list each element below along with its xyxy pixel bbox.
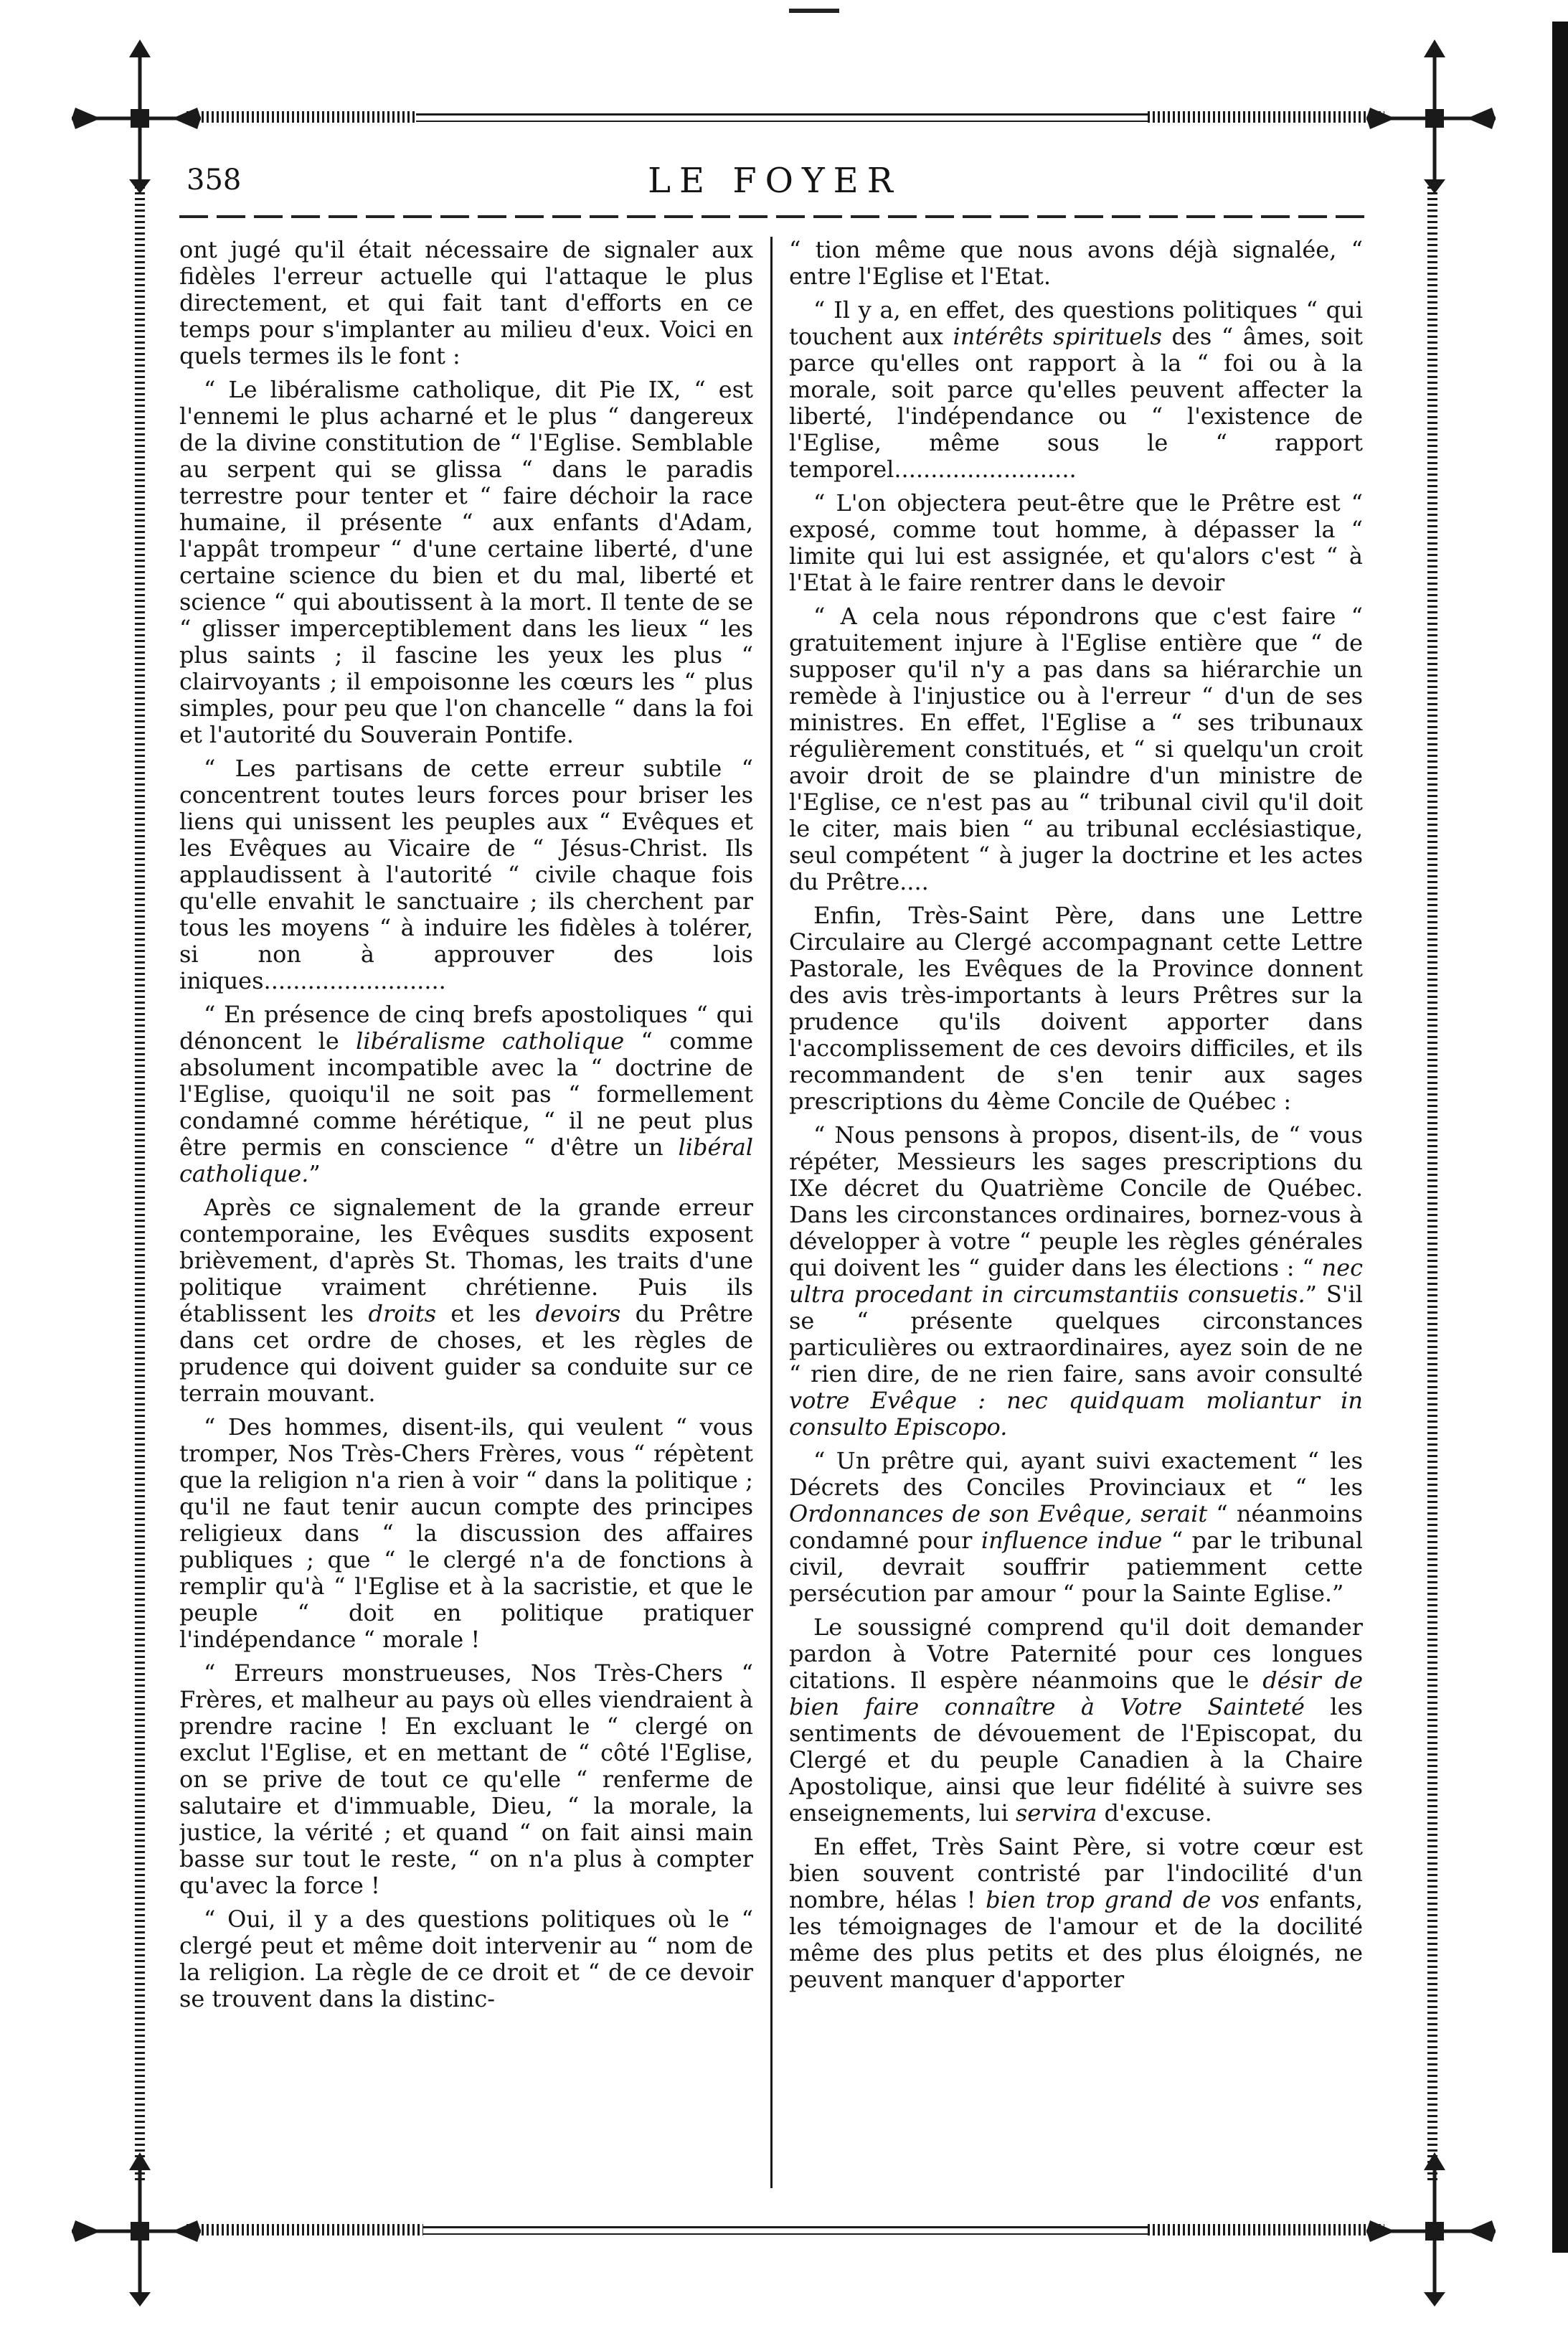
text-run: “ comme absolument incompatible avec la “ doctrine de l'Eglise, quoiqu'il ne soit pas “ formellement condamné comme hérétique, “ il ne peut plus être permis en conscience “ d'être un <box>179 1027 753 1161</box>
text-run: ” S'il se “ présente quelques circonstances particulières ou extraordinaires, ayez soin de ne “ rien dire, de ne rien faire, sans avoir consulté <box>789 1281 1363 1387</box>
quote-paragraph <box>789 1448 1363 1607</box>
italic-run: bien trop grand de vos <box>986 1886 1260 1913</box>
text-run: “ Il y a, en effet, des questions politiques “ qui touchent aux <box>789 296 1363 350</box>
italic-run: intérêts spirituels <box>953 323 1162 350</box>
italic-run: Ordonnances de son Evêque, serait <box>789 1500 1208 1527</box>
paragraph: ont jugé qu'il était nécessaire de signaler aux fidèles l'erreur actuelle qui l'attaque le plus directement, et qui fait tant d'efforts en ce temps pour s'implanter au milieu d'eux. Voici en quels termes ils le font : <box>179 237 753 369</box>
text-run: ” <box>308 1160 321 1187</box>
text-run: et les <box>436 1300 536 1327</box>
quote-paragraph: “ A cela nous répondrons que c'est faire “ gratuitement injure à l'Eglise entière que “ de supposer qu'il n'y a pas dans sa hiérarchie un remède à l'injustice ou à l'erreur “ d'un de ses ministres. En effet, l'Eglise a “ ses tribunaux régulièrement constitués, et “ si quelqu'un croit avoir droit de se plaindre d'un ministre de l'Eglise, ce n'est pas au “ tribunal civil qu'il doit le citer, mais bien “ au tribunal ecclésiastique, seul compétent “ à juger la doctrine et les actes du Prêtre.... <box>789 603 1363 895</box>
quote-paragraph: “ Le libéralisme catholique, dit Pie IX, “ est l'ennemi le plus acharné et le plus “ dangereux de la divine constitution de “ l'Eglise. Semblable au serpent qui se glissa “ dans le paradis terrestre pour tenter et “ faire déchoir la race humaine, il présente “ aux enfants d'Adam, l'appât trompeur “ d'une certaine liberté, d'une certaine science du bien et du mal, liberté et science “ qui aboutissent à la mort. Il tente de se “ glisser imperceptiblement dans les lieux “ les plus saints ; il fascine les yeux les plus “ clairvoyants ; il empoisonne les cœurs les “ plus simples, pour peu que l'on chancelle “ dans la foi et l'autorité du Souverain Pontife. <box>179 376 753 748</box>
running-title: LE FOYER <box>648 161 902 201</box>
text-run: “ Un prêtre qui, ayant suivi exactement “ les Décrets des Conciles Provinciaux et “ les <box>789 1447 1363 1501</box>
text-run: “ Nous pensons à propos, disent-ils, de “ vous répéter, Messieurs les sages prescriptions du IXe décret du Quatrième Concile de Québec. Dans les circonstances ordinaires, bornez-vous à développer à votre “ peuple les règles générales qui doivent les “ guider dans les élections : “ <box>789 1121 1363 1281</box>
right-border-hatching <box>1427 187 1437 2181</box>
paragraph <box>789 1614 1363 1827</box>
quote-paragraph: “ L'on objectera peut-être que le Prêtre est “ exposé, comme tout homme, à dépasser la “ limite qui lui est assignée, et qu'alors c'est “ à l'Etat à le faire rentrer dans le devoir <box>789 489 1363 596</box>
quote-paragraph: “ tion même que nous avons déjà signalée, “ entre l'Eglise et l'Etat. <box>789 237 1363 290</box>
quote-paragraph <box>789 297 1363 483</box>
text-run: Le soussigné comprend qu'il doit demander pardon à Votre Paternité pour ces longues citations. Il espère néanmoins que le <box>789 1613 1363 1694</box>
top-mark <box>789 9 839 13</box>
text-run: d'excuse. <box>1097 1799 1212 1827</box>
column-divider <box>770 237 773 2188</box>
italic-run: devoirs <box>535 1300 621 1327</box>
quote-paragraph: “ Les partisans de cette erreur subtile “ concentrent toutes leurs forces pour briser les liens qui unissent les peuples aux “ Evêques et les Evêques au Vicaire de “ Jésus-Christ. Ils applaudissent à l'autorité “ civile chaque fois qu'elle envahit le sanctuaire ; ils cherchent par tous les moyens “ à induire les fidèles à tolérer, si non à approuver des lois iniques......................... <box>179 755 753 994</box>
quote-paragraph: “ Oui, il y a des questions politiques où le “ clergé peut et même doit intervenir au “ nom de la religion. La règle de ce droit et “ de ce devoir se trouvent dans la distinc- <box>179 1905 753 2012</box>
text-run: enfants, les témoignages de l'amour et de la docilité même des plus petits et des plus éloignés, ne peuvent manquer d'apporter <box>789 1886 1363 1993</box>
text-run: “ En présence de cinq brefs apostoliques “ qui dénoncent le <box>179 1001 753 1055</box>
paragraph <box>179 1195 753 1407</box>
italic-run: libéralisme catholique <box>356 1027 625 1055</box>
bottom-border-hatching-left <box>186 2224 423 2235</box>
italic-run: droits <box>368 1300 437 1327</box>
page-number: 358 <box>186 164 242 197</box>
italic-run: libéral catholique. <box>179 1134 753 1187</box>
left-border-hatching <box>135 187 145 2181</box>
text-run: du Prêtre dans cet ordre de choses, et les règles de prudence qui doivent guider sa conduite sur ce terrain mouvant. <box>179 1300 753 1407</box>
page-edge-shadow <box>1552 22 1568 2253</box>
text-run: Après ce signalement de la grande erreur contemporaine, les Evêques susdits exposent brièvement, d'après St. Thomas, les traits d'une politique vraiment chrétienne. Puis ils établissent les <box>179 1194 753 1327</box>
right-column <box>789 237 1363 2188</box>
italic-run: influence indue <box>981 1527 1163 1554</box>
bottom-border-line-inner <box>423 2233 1148 2235</box>
top-border-hatching-left <box>186 111 416 123</box>
bottom-border-hatching-right <box>1148 2224 1384 2235</box>
bottom-right-corner-ornament <box>1366 2149 1496 2307</box>
italic-run: désir de bien faire connaître à Votre Sainteté <box>789 1667 1363 1720</box>
quote-paragraph <box>179 1002 753 1187</box>
text-run: En effet, Très Saint Père, si votre cœur est bien souvent contristé par l'indocilité d'un nombre, hélas ! <box>789 1833 1363 1913</box>
text-run: les sentiments de dévouement de l'Episcopat, du Clergé et du peuple Canadien à la Chaire Apostolique, ainsi que leur fidélité à suivre ses enseignements, lui <box>789 1693 1363 1827</box>
italic-run: nec ultra procedant in circumstantiis consuetis. <box>789 1254 1363 1308</box>
top-border-line <box>416 113 1148 116</box>
left-column <box>179 237 753 2188</box>
quote-paragraph: “ Des hommes, disent-ils, qui veulent “ vous tromper, Nos Très-Chers Frères, vous “ répètent que la religion n'a rien à voir “ dans la politique ; qu'il ne faut tenir aucun compte des principes religieux dans “ la discussion des affaires publiques ; que “ le clergé n'a de fonctions à remplir qu'à “ l'Eglise et à la sacristie, et que le peuple “ doit en politique pratiquer l'indépendance “ morale ! <box>179 1413 753 1653</box>
paragraph: Enfin, Très-Saint Père, dans une Lettre Circulaire au Clergé accompagnant cette Lettre Pastorale, les Evêques de la Province donnent des avis très-importants à leurs Prêtres sur la prudence qu'ils doivent apporter dans l'accomplissement de ces devoirs difficiles, et ils recommandent de s'en tenir aux sages prescriptions du 4ème Concile de Québec : <box>789 902 1363 1115</box>
top-right-corner-ornament <box>1366 36 1496 194</box>
top-border-line-inner <box>416 121 1148 122</box>
quote-paragraph <box>789 1122 1363 1441</box>
paragraph <box>789 1834 1363 1993</box>
header-rule <box>179 215 1370 218</box>
text-run: des “ âmes, soit parce qu'elles ont rapport à la “ foi ou à la morale, soit parce qu'elles peuvent affecter la liberté, l'indépendance ou “ l'existence de l'Eglise, même sous le “ rapport temporel......................... <box>789 323 1363 483</box>
text-run: “ par le tribunal civil, devrait souffrir patiemment cette persécution par amour “ pour la Sainte Eglise.” <box>789 1527 1363 1607</box>
text-run: “ néanmoins condamné pour <box>789 1500 1363 1554</box>
bottom-border-line <box>423 2226 1148 2228</box>
top-border-hatching-right <box>1148 111 1384 123</box>
italic-run: votre Evêque : nec quidquam moliantur in consulto Episcopo. <box>789 1387 1363 1441</box>
quote-paragraph: “ Erreurs monstrueuses, Nos Très-Chers “ Frères, et malheur au pays où elles viendraient à prendre racine ! En excluant le “ clergé on exclut l'Eglise, et en mettant de “ côté l'Eglise, on se prive de tout ce qu'elle “ renferme de salutaire et d'immuable, Dieu, “ la morale, la justice, la vérité ; et quand “ on fait ainsi main basse sur tout le reste, “ on n'a plus à compter qu'avec la force ! <box>179 1659 753 1899</box>
page-header <box>179 158 1370 208</box>
italic-run: servira <box>1015 1799 1097 1827</box>
